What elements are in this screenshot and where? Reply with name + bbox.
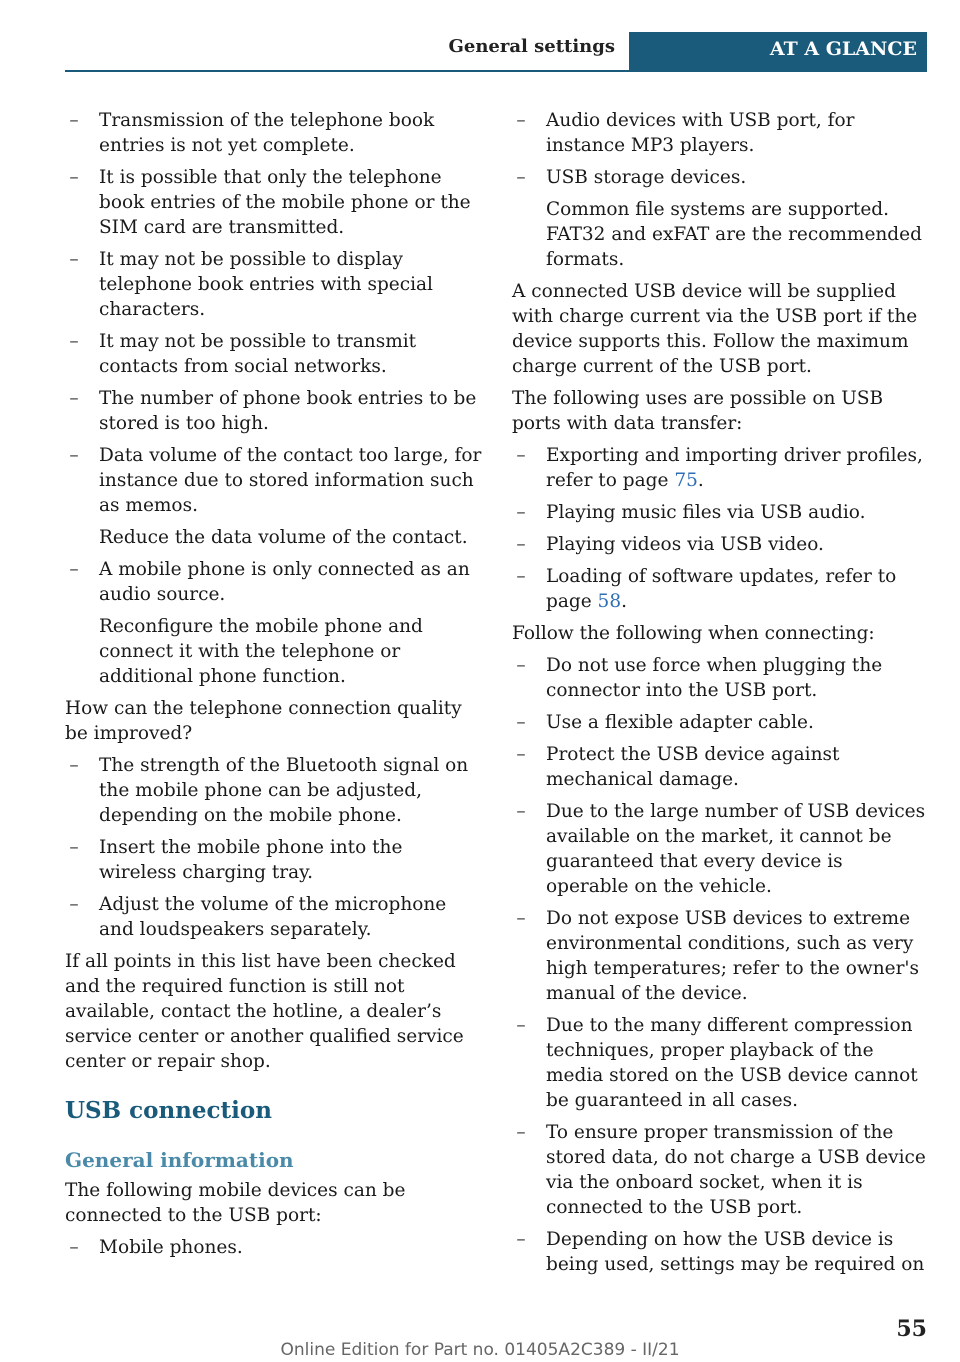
list-item-note: Reconfigure the mobile phone and connect it with the telephone or additional phone function. [99, 616, 423, 687]
list-item: – Use a flexible adapter cable. [512, 710, 930, 735]
dash-bullet: – [516, 655, 526, 676]
dash-bullet: – [69, 445, 79, 466]
page-number: 55 [896, 1316, 927, 1342]
chapter-tab[interactable]: AT A GLANCE [629, 32, 927, 70]
page-header [65, 32, 927, 72]
list-item: – USB storage devices. [512, 165, 930, 190]
list-item: – Insert the mobile phone into the wireless charging tray. [65, 835, 483, 885]
list-item: – Playing music files via USB audio. [512, 500, 930, 525]
dash-bullet: – [69, 331, 79, 352]
dash-bullet: – [516, 908, 526, 929]
list-item: – Data volume of the contact too large, for instance due to stored information such as memos. [65, 443, 483, 518]
list-item: – It may not be possible to display telephone book entries with special characters. [65, 247, 483, 322]
dash-bullet: – [516, 445, 526, 466]
edition-footer: Online Edition for Part no. 01405A2C389 - II/21 [280, 1340, 680, 1360]
list-item: – Exporting and importing driver profiles, refer to page 75. [512, 443, 930, 493]
list-item: – It is possible that only the telephone book entries of the mobile phone or the SIM card are transmitted. [65, 165, 483, 240]
list-item: – Adjust the volume of the microphone and loudspeakers separately. [65, 892, 483, 942]
connect-intro: Follow the following when connecting: [512, 623, 875, 644]
right-column [512, 108, 930, 1284]
list-item: – Mobile phones. [65, 1235, 483, 1260]
list-item: – Protect the USB device against mechanical damage. [512, 742, 930, 792]
list-item: – The strength of the Bluetooth signal on the mobile phone can be adjusted, depending on the mobile phone. [65, 753, 483, 828]
dash-bullet: – [69, 1237, 79, 1258]
dash-bullet: – [516, 167, 526, 188]
list-item: – Depending on how the USB device is being used, settings may be required on [512, 1227, 930, 1277]
dash-bullet: – [69, 388, 79, 409]
section-heading: USB connection [65, 1097, 272, 1124]
dash-bullet: – [69, 167, 79, 188]
list-item: – Audio devices with USB port, for instance MP3 players. [512, 108, 930, 158]
dash-bullet: – [516, 566, 526, 587]
question-paragraph: How can the telephone connection quality be improved? [65, 698, 462, 744]
list-item-note: Reduce the data volume of the contact. [99, 527, 468, 548]
intro-paragraph: The following mobile devices can be connected to the USB port: [65, 1180, 406, 1226]
dash-bullet: – [516, 801, 526, 822]
list-item: – A mobile phone is only connected as an audio source. [65, 557, 483, 607]
list-item: – Playing videos via USB video. [512, 532, 930, 557]
list-item: – Do not expose USB devices to extreme environmental conditions, such as very high temperatures; refer to the owner's manual of the device. [512, 906, 930, 1006]
dash-bullet: – [69, 110, 79, 131]
list-item: – Due to the large number of USB devices available on the market, it cannot be guaranteed that every device is operable on the vehicle. [512, 799, 930, 899]
list-item-note: Common file systems are supported. FAT32 and exFAT are the recommended formats. [546, 199, 922, 270]
dash-bullet: – [516, 502, 526, 523]
dash-bullet: – [516, 712, 526, 733]
section-title: General settings [448, 36, 615, 57]
dash-bullet: – [516, 1122, 526, 1143]
dash-bullet: – [69, 559, 79, 580]
list-item: – It may not be possible to transmit contacts from social networks. [65, 329, 483, 379]
page-link-58[interactable]: 58 [597, 591, 622, 612]
dash-bullet: – [69, 249, 79, 270]
dash-bullet: – [516, 744, 526, 765]
dash-bullet: – [69, 837, 79, 858]
charge-paragraph: A connected USB device will be supplied with charge current via the USB port if the device supports this. Follow the maximum charge current of the USB port. [512, 281, 918, 377]
subsection-heading: General information [65, 1148, 294, 1172]
dash-bullet: – [516, 534, 526, 555]
page-link-75[interactable]: 75 [674, 470, 698, 491]
dash-bullet: – [69, 755, 79, 776]
left-column [65, 108, 483, 1267]
list-item: – To ensure proper transmission of the stored data, do not charge a USB device via the onboard socket, when it is connected to the USB port. [512, 1120, 930, 1220]
list-item: – Transmission of the telephone book entries is not yet complete. [65, 108, 483, 158]
list-item: – Due to the many different compression techniques, proper playback of the media stored on the USB device cannot be guaranteed in all cases. [512, 1013, 930, 1113]
closing-paragraph: If all points in this list have been checked and the required function is still not available, contact the hotline, a dealer’s service center or another qualified service center or repair shop. [65, 951, 464, 1072]
list-item: – The number of phone book entries to be stored is too high. [65, 386, 483, 436]
list-item: – Do not use force when plugging the connector into the USB port. [512, 653, 930, 703]
header-rule [65, 70, 927, 72]
dash-bullet: – [69, 894, 79, 915]
list-item: – Loading of software updates, refer to page 58. [512, 564, 930, 614]
dash-bullet: – [516, 1015, 526, 1036]
dash-bullet: – [516, 1229, 526, 1250]
uses-intro: The following uses are possible on USB ports with data transfer: [512, 388, 884, 434]
dash-bullet: – [516, 110, 526, 131]
